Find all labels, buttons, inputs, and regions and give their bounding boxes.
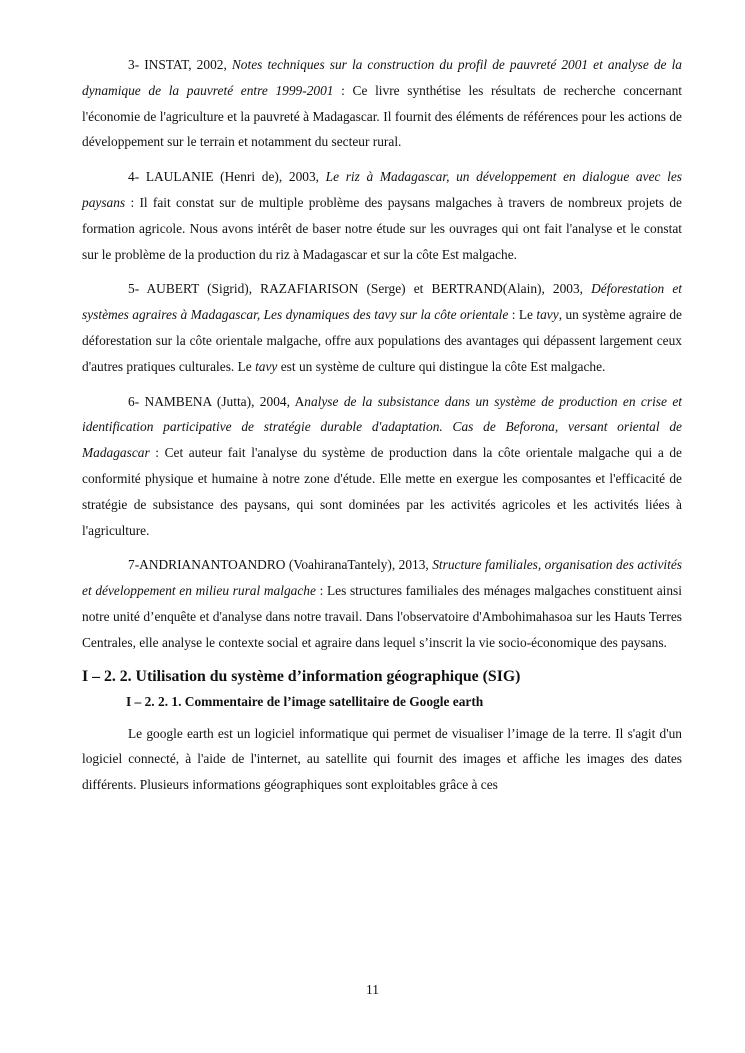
closing-paragraph: Le google earth est un logiciel informatique qui permet de visualiser l’image de la terre. Il s'agit d'un logiciel connecté, à l'aide de l'internet, au satellite qui fournit des images et affiche les images des dates différents. Plusieurs informations géographiques sont exploitables grâce à ces — [82, 725, 682, 793]
reference-author: 3- INSTAT, 2002, — [128, 57, 232, 72]
reference-summary: : Cet auteur fait l'analyse du système de production dans la côte orientale malgache qui a de conformité physique et humaine à notre zone d'étude. Elle mette en exergue les composantes et l'efficacité de stratégie de subsistance des paysans, qui sont dominées par les activités agricoles et les activités liées à l'agriculture. — [82, 445, 682, 538]
reference-summary: est un système de culture qui distingue la côte Est malgache. — [277, 358, 606, 374]
reference-summary: : Les structures familiales des ménages malgaches constituent ainsi notre unité d’enquête et d'analyse dans notre travail. Dans l'observatoire d'Ambohimahasoa sur les Hauts Terres Centrales, elle analyse le contexte social et agraire dans lequel s’inscrit la vie socio-économique des paysans. — [82, 583, 682, 650]
reference-title: Notes techniques sur la construction du profil de pauvreté 2001 et analyse de la dynamique de la pauvreté entre 1999-2001 — [82, 57, 682, 98]
reference-3 — [82, 52, 682, 155]
reference-emphasis: tavy — [536, 307, 559, 323]
reference-title: Le riz à Madagascar, un développement en dialogue avec les paysans — [82, 169, 682, 210]
reference-summary: : Il fait constat sur de multiple problème des paysans malgaches à travers de nombreux projets de formation agricole. Nous avons intérêt de baser notre étude sur les ouvrages qui ont fait l'analyse et le constat sur le problème de la production du riz à Madagascar et sur la côte Est malgache. — [82, 194, 682, 262]
subsection-heading: I – 2. 2. 1. Commentaire de l’image satellitaire de Google earth — [126, 693, 484, 709]
reference-summary: , un système agraire de déforestation sur la côte orientale malgache, offre aux populations des avantages qui dépassent largement ceux d'autres pratiques culturales. Le — [82, 307, 682, 374]
reference-6 — [82, 389, 682, 544]
reference-4 — [82, 164, 682, 267]
reference-author: 5- AUBERT (Sigrid), RAZAFIARISON (Serge) et BERTRAND(Alain), 2003, — [128, 281, 592, 297]
document-page — [82, 52, 682, 807]
reference-emphasis: tavy — [255, 358, 278, 374]
section-heading: I – 2. 2. Utilisation du système d’information géographique (SIG) — [82, 667, 521, 685]
reference-author: 7-ANDRIANANTOANDRO (VoahiranaTantely), 2013, — [128, 557, 433, 573]
reference-title: nalyse de la subsistance dans un système de production en crise et identification participative de stratégie durable d'adaptation. Cas de Beforona, versant oriental de Madagascar — [82, 393, 682, 461]
reference-title: Déforestation et systèmes agraires à Madagascar, Les dynamiques des tavy sur la côte orientale — [82, 281, 682, 323]
reference-title: Structure familiales, organisation des activités et développement en milieu rural malgache — [82, 557, 682, 599]
reference-5 — [82, 276, 682, 379]
reference-summary: : Le — [508, 307, 537, 323]
reference-author: 4- LAULANIE (Henri de), 2003, — [128, 169, 326, 185]
reference-author: 6- NAMBENA (Jutta), 2004, A — [128, 393, 305, 409]
reference-summary: : Ce livre synthétise les résultats de recherche concernant l'économie de l'agriculture et la pauvreté à Madagascar. Il fournit des éléments de références pour les actions de développement sur le terrain et notamment du secteur rural. — [82, 82, 683, 150]
page-number: 11 — [366, 982, 379, 997]
reference-7 — [82, 552, 682, 655]
